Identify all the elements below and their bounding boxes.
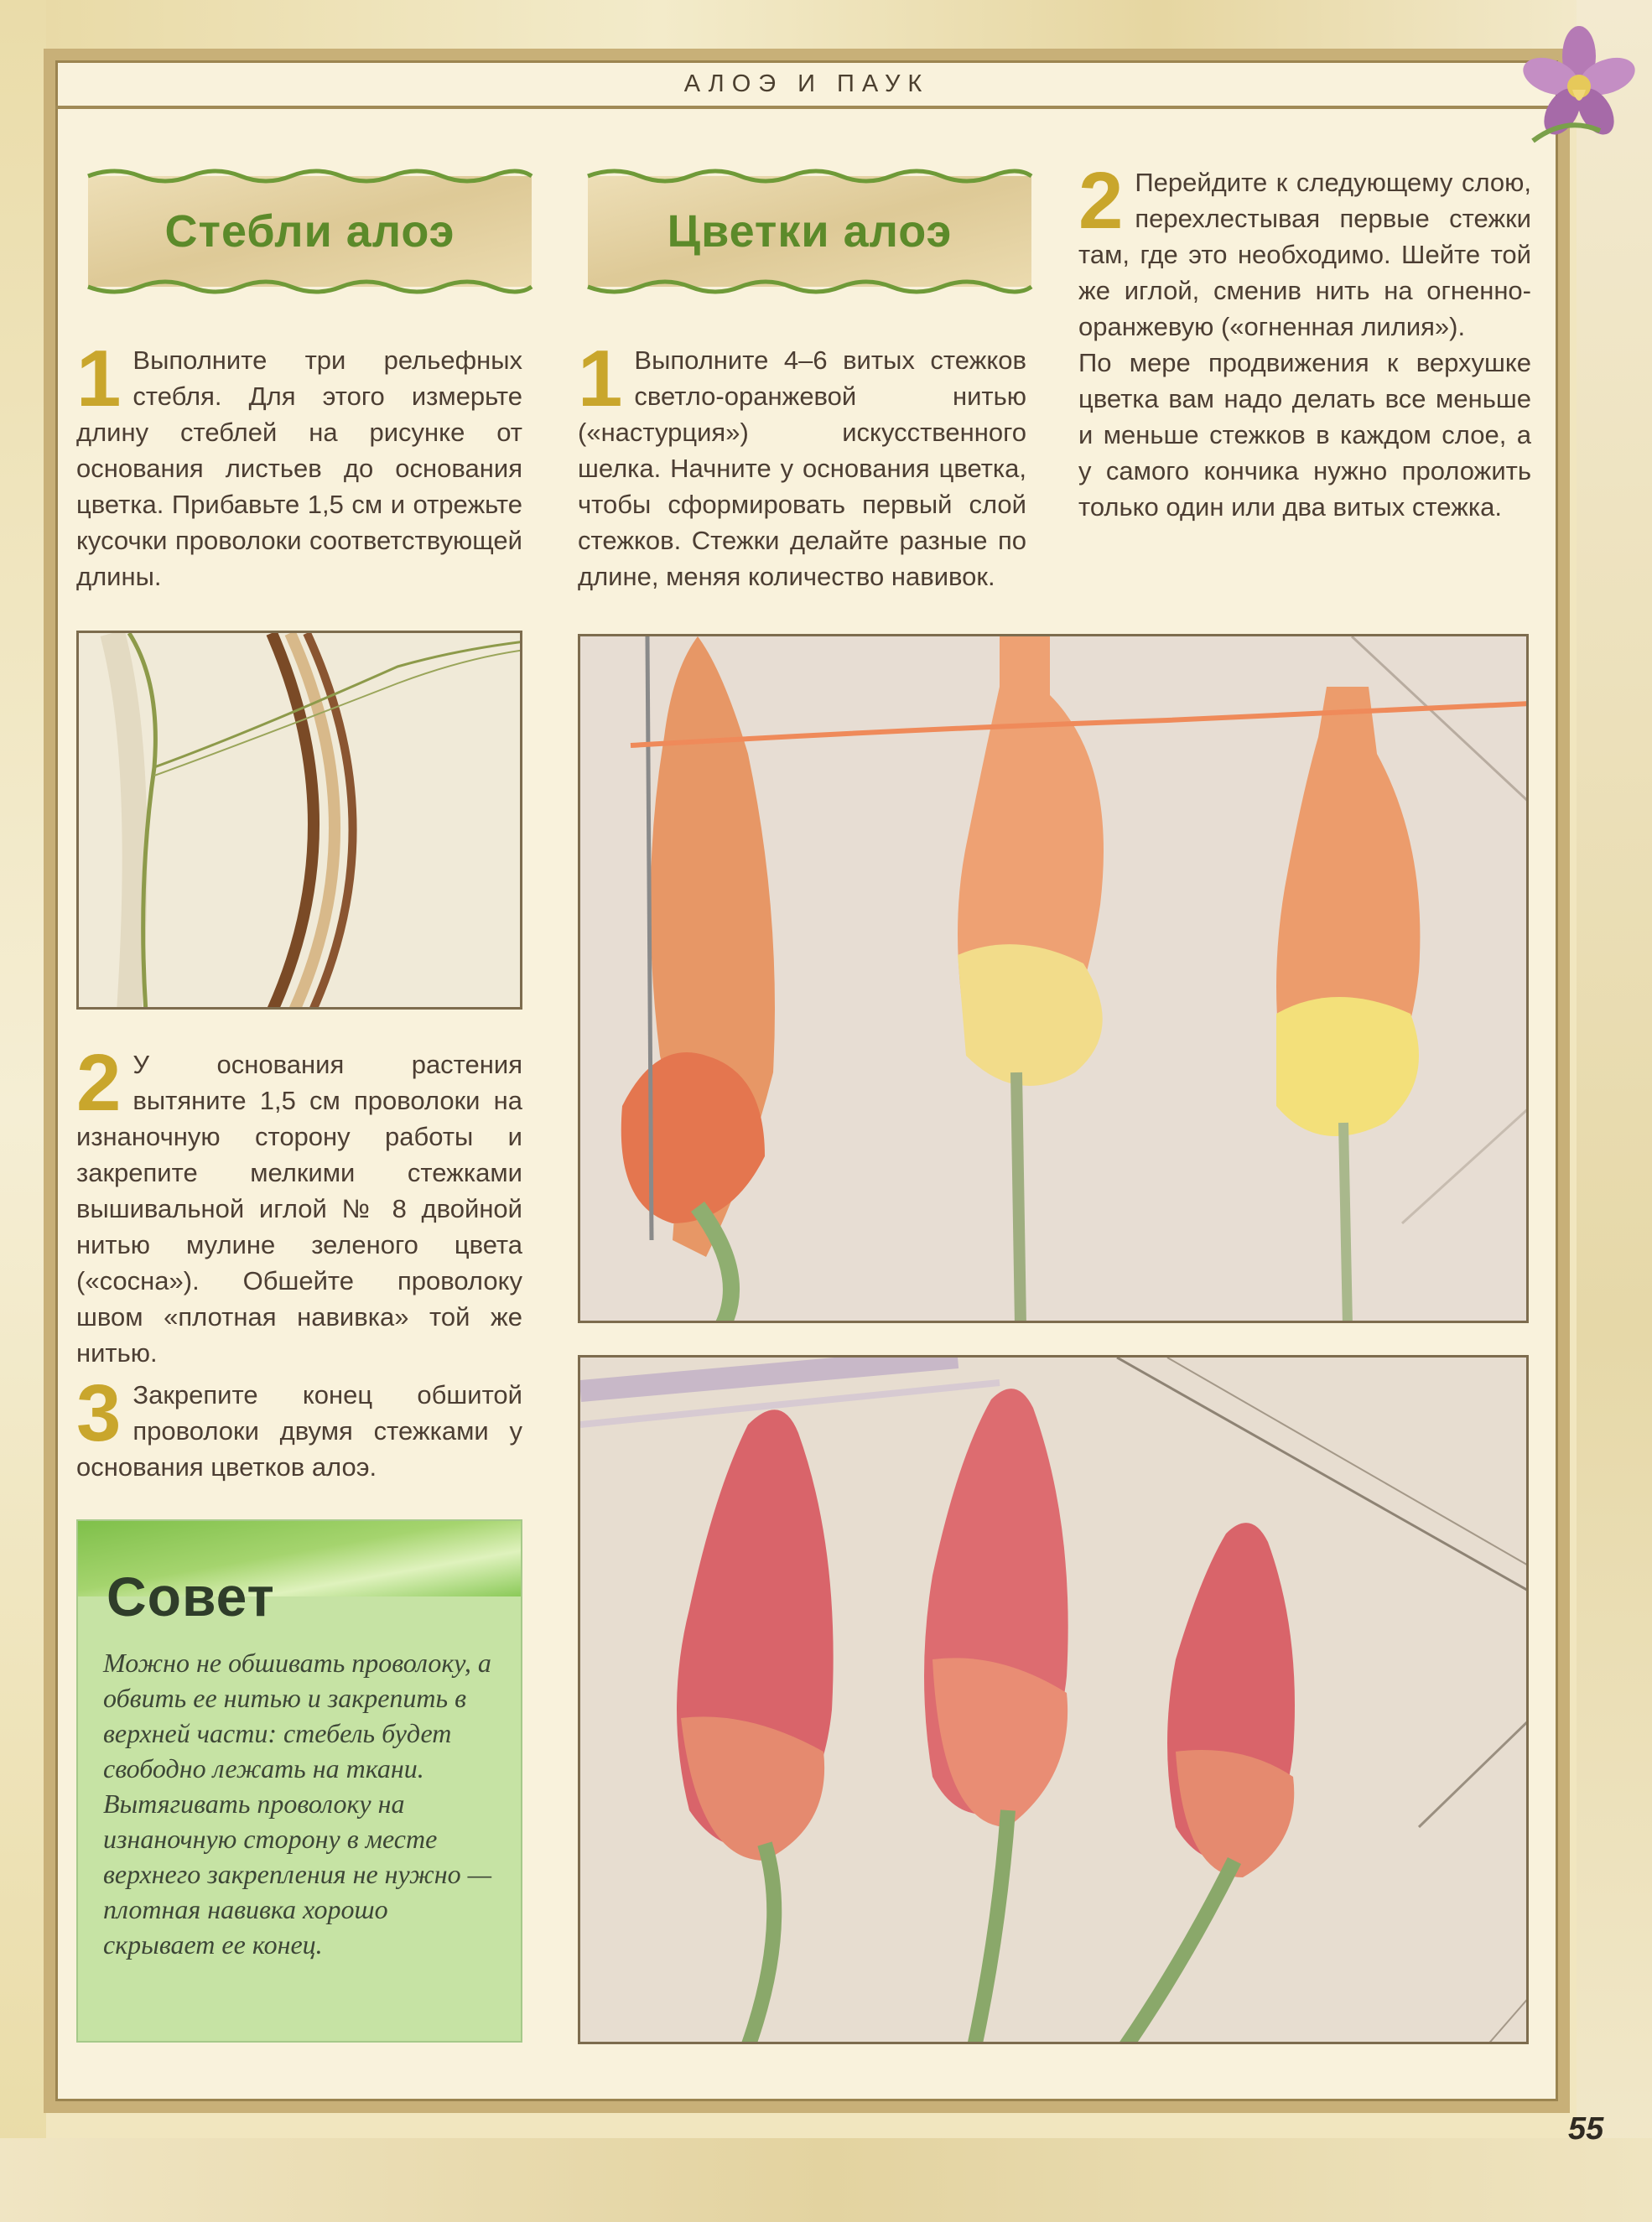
running-head: АЛОЭ И ПАУК bbox=[683, 70, 930, 97]
tip-text: Можно не обшивать проволоку, а обвить ее нитью и закрепить в верхней части: стебель будет свободно лежать на ткани. Вытягивать проволоку на изнаночную сторону в месте верхнего закрепления не нужно — плотная навивка хорошо скрывает ее конец. bbox=[103, 1648, 492, 1960]
page-number: 55 bbox=[1568, 2111, 1604, 2147]
photo-wire-hoop bbox=[76, 631, 522, 1010]
step-number: 2 bbox=[76, 1038, 122, 1128]
step-text: Перейдите к следующему слою, перехлестывая первые стежки там, где это необходимо. Шейте той же иглой, сменив нить на огненно-оранжевую («огненная лилия»). bbox=[1078, 168, 1531, 341]
page-background-right bbox=[1577, 0, 1652, 2222]
step-text: Выполните три рельефных стебля. Для этого измерьте длину стеблей на рисунке от основания листьев до основания цветка. Прибавьте 1,5 см и отрежьте кусочки проволоки соответствующей длины. bbox=[76, 345, 522, 591]
tip-box bbox=[76, 1519, 522, 2043]
flowers-step-2 bbox=[1078, 156, 1531, 525]
page-background-bottom bbox=[0, 2138, 1652, 2222]
photo-finished-flowers bbox=[578, 1355, 1529, 2044]
photo-flowers-in-progress bbox=[578, 634, 1529, 1323]
step-text: У основания растения вытяните 1,5 см проволоки на изнаночную сторону работы и закрепите мелкими стежками вышивальной иглой № 8 двойной нитью мулине зеленого цвета («сосна»). Обшейте проволоку швом «плотная навивка» той же нитью. bbox=[76, 1050, 522, 1368]
flowers-heading-text: Цветки алоэ bbox=[667, 206, 953, 257]
step-number: 2 bbox=[1078, 156, 1124, 246]
tip-title: Совет bbox=[106, 1565, 275, 1628]
stems-step-3 bbox=[76, 1368, 522, 1485]
flowers-step-1 bbox=[578, 334, 1026, 594]
step-number: 1 bbox=[578, 334, 623, 423]
step-text-continued: По мере продвижения к верхушке цветка вам надо делать все меньше и меньше стежков в каждом слое, а у самого кончика нужно проложить только один или два витых стежка. bbox=[1078, 348, 1531, 522]
step-text: Выполните 4–6 витых стежков светло-оранжевой нитью («настурция») искусственного шелка. Начните у основания цветка, чтобы сформировать первый слой стежков. Стежки делайте разные по длине, меняя количество навивок. bbox=[578, 345, 1026, 591]
orchid-flower-icon bbox=[1516, 23, 1642, 149]
stems-step-2 bbox=[76, 1038, 522, 1371]
page-background-top bbox=[0, 0, 1652, 50]
stems-heading-text: Стебли алоэ bbox=[164, 206, 455, 257]
step-number: 3 bbox=[76, 1368, 122, 1458]
section-heading-flowers bbox=[581, 164, 1038, 299]
stems-step-1 bbox=[76, 334, 522, 594]
step-text: Закрепите конец обшитой проволоки двумя стежками у основания цветков алоэ. bbox=[76, 1380, 522, 1482]
section-heading-stems bbox=[81, 164, 538, 299]
page-background-left bbox=[0, 0, 46, 2222]
header-divider bbox=[55, 106, 1558, 109]
step-number: 1 bbox=[76, 334, 122, 423]
